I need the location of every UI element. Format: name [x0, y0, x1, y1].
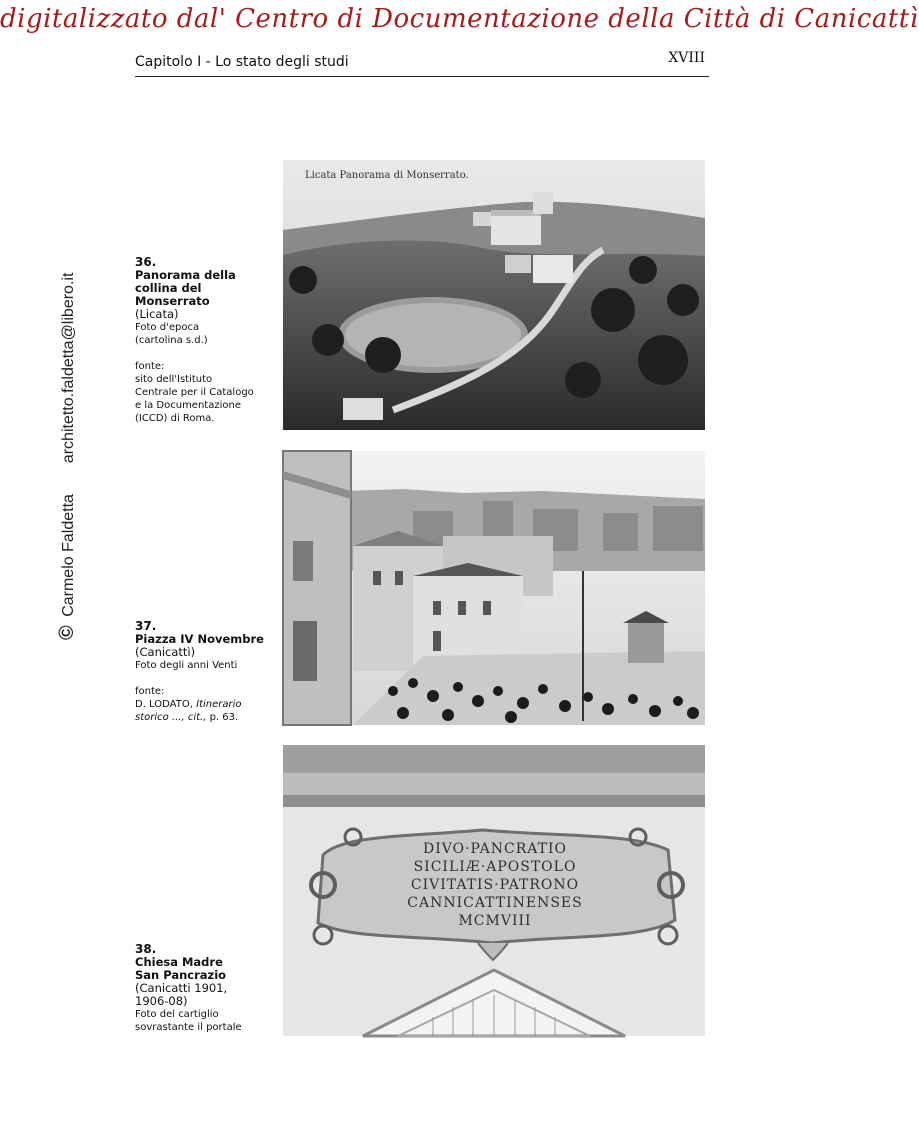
- source-line: Centrale per il Catalogo: [135, 387, 254, 398]
- figure-description: Foto d'epoca: [135, 322, 200, 333]
- figure-number: 37.: [135, 619, 157, 633]
- figure-description: (cartolina s.d.): [135, 335, 208, 346]
- figure-title-line: Chiesa Madre: [135, 955, 223, 969]
- figure-36-caption: [135, 256, 275, 425]
- figure-place: (Canicattì): [135, 645, 196, 659]
- source-line: sito dell'Istituto: [135, 374, 213, 385]
- figure-description: sovrastante il portale: [135, 1022, 242, 1033]
- page-number: XVIII: [668, 50, 705, 66]
- author-name: Carmelo Faldetta: [60, 494, 77, 617]
- inscription-line: MCMVIII: [458, 913, 532, 929]
- chapter-title: Capitolo I - Lo stato degli studi: [135, 54, 349, 70]
- digitization-banner: digitalizzato dal' Centro di Documentazione della Città di Canicattì: [0, 4, 919, 34]
- figure-place: (Licata): [135, 307, 179, 321]
- author-email: architetto.faldetta@libero.it: [60, 272, 77, 464]
- side-credit: [56, 273, 79, 640]
- figure-title-line: Panorama della: [135, 268, 236, 282]
- figure-number: 36.: [135, 255, 157, 269]
- figure-place: (Canicatti 1901,: [135, 981, 228, 995]
- figure-37-caption: [135, 620, 275, 724]
- photo-panorama-monserrato: [283, 160, 705, 430]
- inscription-line: DIVO·PANCRATIO: [423, 841, 567, 857]
- photo-cartiglio-san-pancrazio: [283, 745, 705, 1036]
- running-header: [135, 50, 709, 77]
- source-author: D. LODATO,: [135, 699, 193, 710]
- figure-description: Foto degli anni Venti: [135, 660, 238, 671]
- source-label: fonte:: [135, 686, 165, 697]
- source-line: (ICCD) di Roma.: [135, 413, 215, 424]
- figure-title-line: collina del: [135, 281, 202, 295]
- source-work: Itinerario storico ..., cit.,: [135, 699, 242, 723]
- figure-38-caption: [135, 943, 275, 1034]
- figure-number: 38.: [135, 942, 157, 956]
- source-citation: [135, 698, 275, 724]
- figure-title-line: Piazza IV Novembre: [135, 632, 264, 646]
- inscription-line: CANNICATTINENSES: [407, 895, 583, 911]
- inscription-line: SICILIÆ·APOSTOLO: [413, 859, 577, 875]
- source-line: e la Documentazione: [135, 400, 241, 411]
- figure-place: 1906-08): [135, 994, 188, 1008]
- figure-title-line: San Pancrazio: [135, 968, 227, 982]
- inscription-line: CIVITATIS·PATRONO: [410, 877, 580, 893]
- photo-caption: Licata Panorama di Monserrato.: [305, 170, 469, 181]
- source-page: p. 63.: [206, 712, 239, 723]
- figure-description: Foto del cartiglio: [135, 1009, 219, 1020]
- source-label: fonte:: [135, 361, 165, 372]
- figure-title-line: Monserrato: [135, 294, 210, 308]
- photo-piazza-iv-novembre: [283, 451, 705, 725]
- copyright-symbol: ©: [56, 625, 78, 640]
